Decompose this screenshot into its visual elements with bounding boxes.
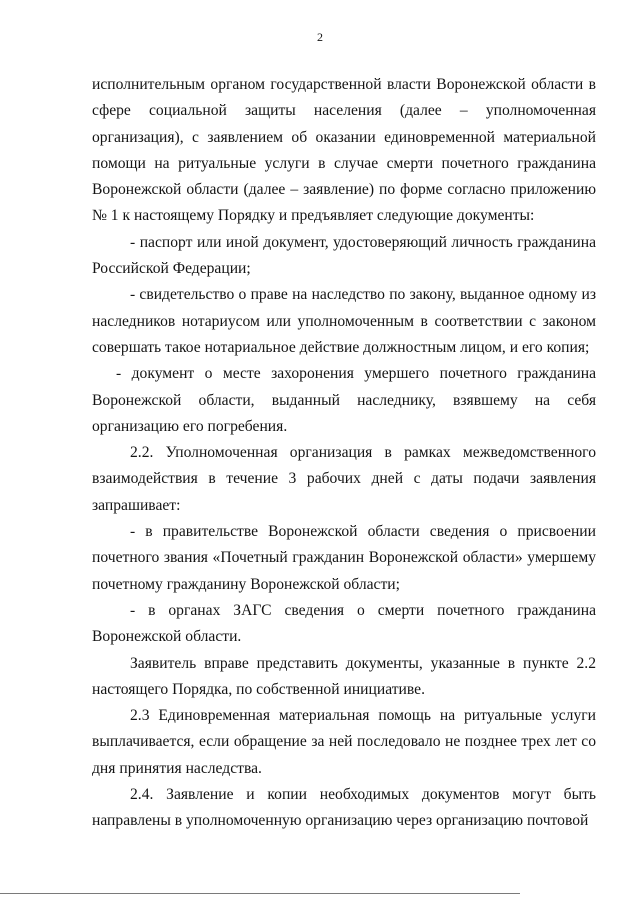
clause-2-3: 2.3 Единовременная материальная помощь на ритуальные услуги выплачивается, если обращение за ней последовало не позднее трех лет со дня принятия наследства.	[92, 707, 596, 777]
paragraph-continuation: исполнительным органом государственной власти Воронежской области в сфере социальной защиты населения (далее – уполномоченная организация), с заявлением об оказании единовременной материальной помощи на ритуальные услуги в случае смерти почетного гражданина Воронежской области (далее – заявление) по форме согласно приложению № 1 к настоящему Порядку и предъявляет следующие документы:	[92, 76, 596, 225]
list-item-passport: - паспорт или иной документ, удостоверяющий личность гражданина Российской Федерации;	[92, 233, 596, 278]
page-number: 2	[317, 30, 323, 44]
paragraph-applicant-right: Заявитель вправе представить документы, указанные в пункте 2.2 настоящего Порядка, по собственной инициативе.	[92, 654, 596, 698]
document-body	[92, 72, 596, 835]
bottom-rule	[0, 893, 520, 894]
clause-2-4: 2.4. Заявление и копии необходимых документов могут быть направлены в уполномоченную организацию через организацию почтовой	[92, 786, 596, 830]
list-item-zags-request: - в органах ЗАГС сведения о смерти почетного гражданина Воронежской области.	[92, 601, 596, 646]
list-item-government-request: - в правительстве Воронежской области сведения о присвоении почетного звания «Почетный гражданин Воронежской области» умершему почетному гражданину Воронежской области;	[92, 523, 596, 593]
clause-2-2: 2.2. Уполномоченная организация в рамках межведомственного взаимодействия в течение 3 рабочих дней с даты подачи заявления запрашивает:	[92, 444, 596, 514]
list-item-inheritance-certificate: - свидетельство о праве на наследство по закону, выданное одному из наследников нотариусом или уполномоченным в соответствии с законом совершать такое нотариальное действие должностным лицом, и его копия;	[92, 286, 596, 356]
list-item-burial-document: - документ о месте захоронения умершего почетного гражданина Воронежской области, выданный наследнику, взявшему на себя организацию его погребения.	[92, 365, 596, 435]
